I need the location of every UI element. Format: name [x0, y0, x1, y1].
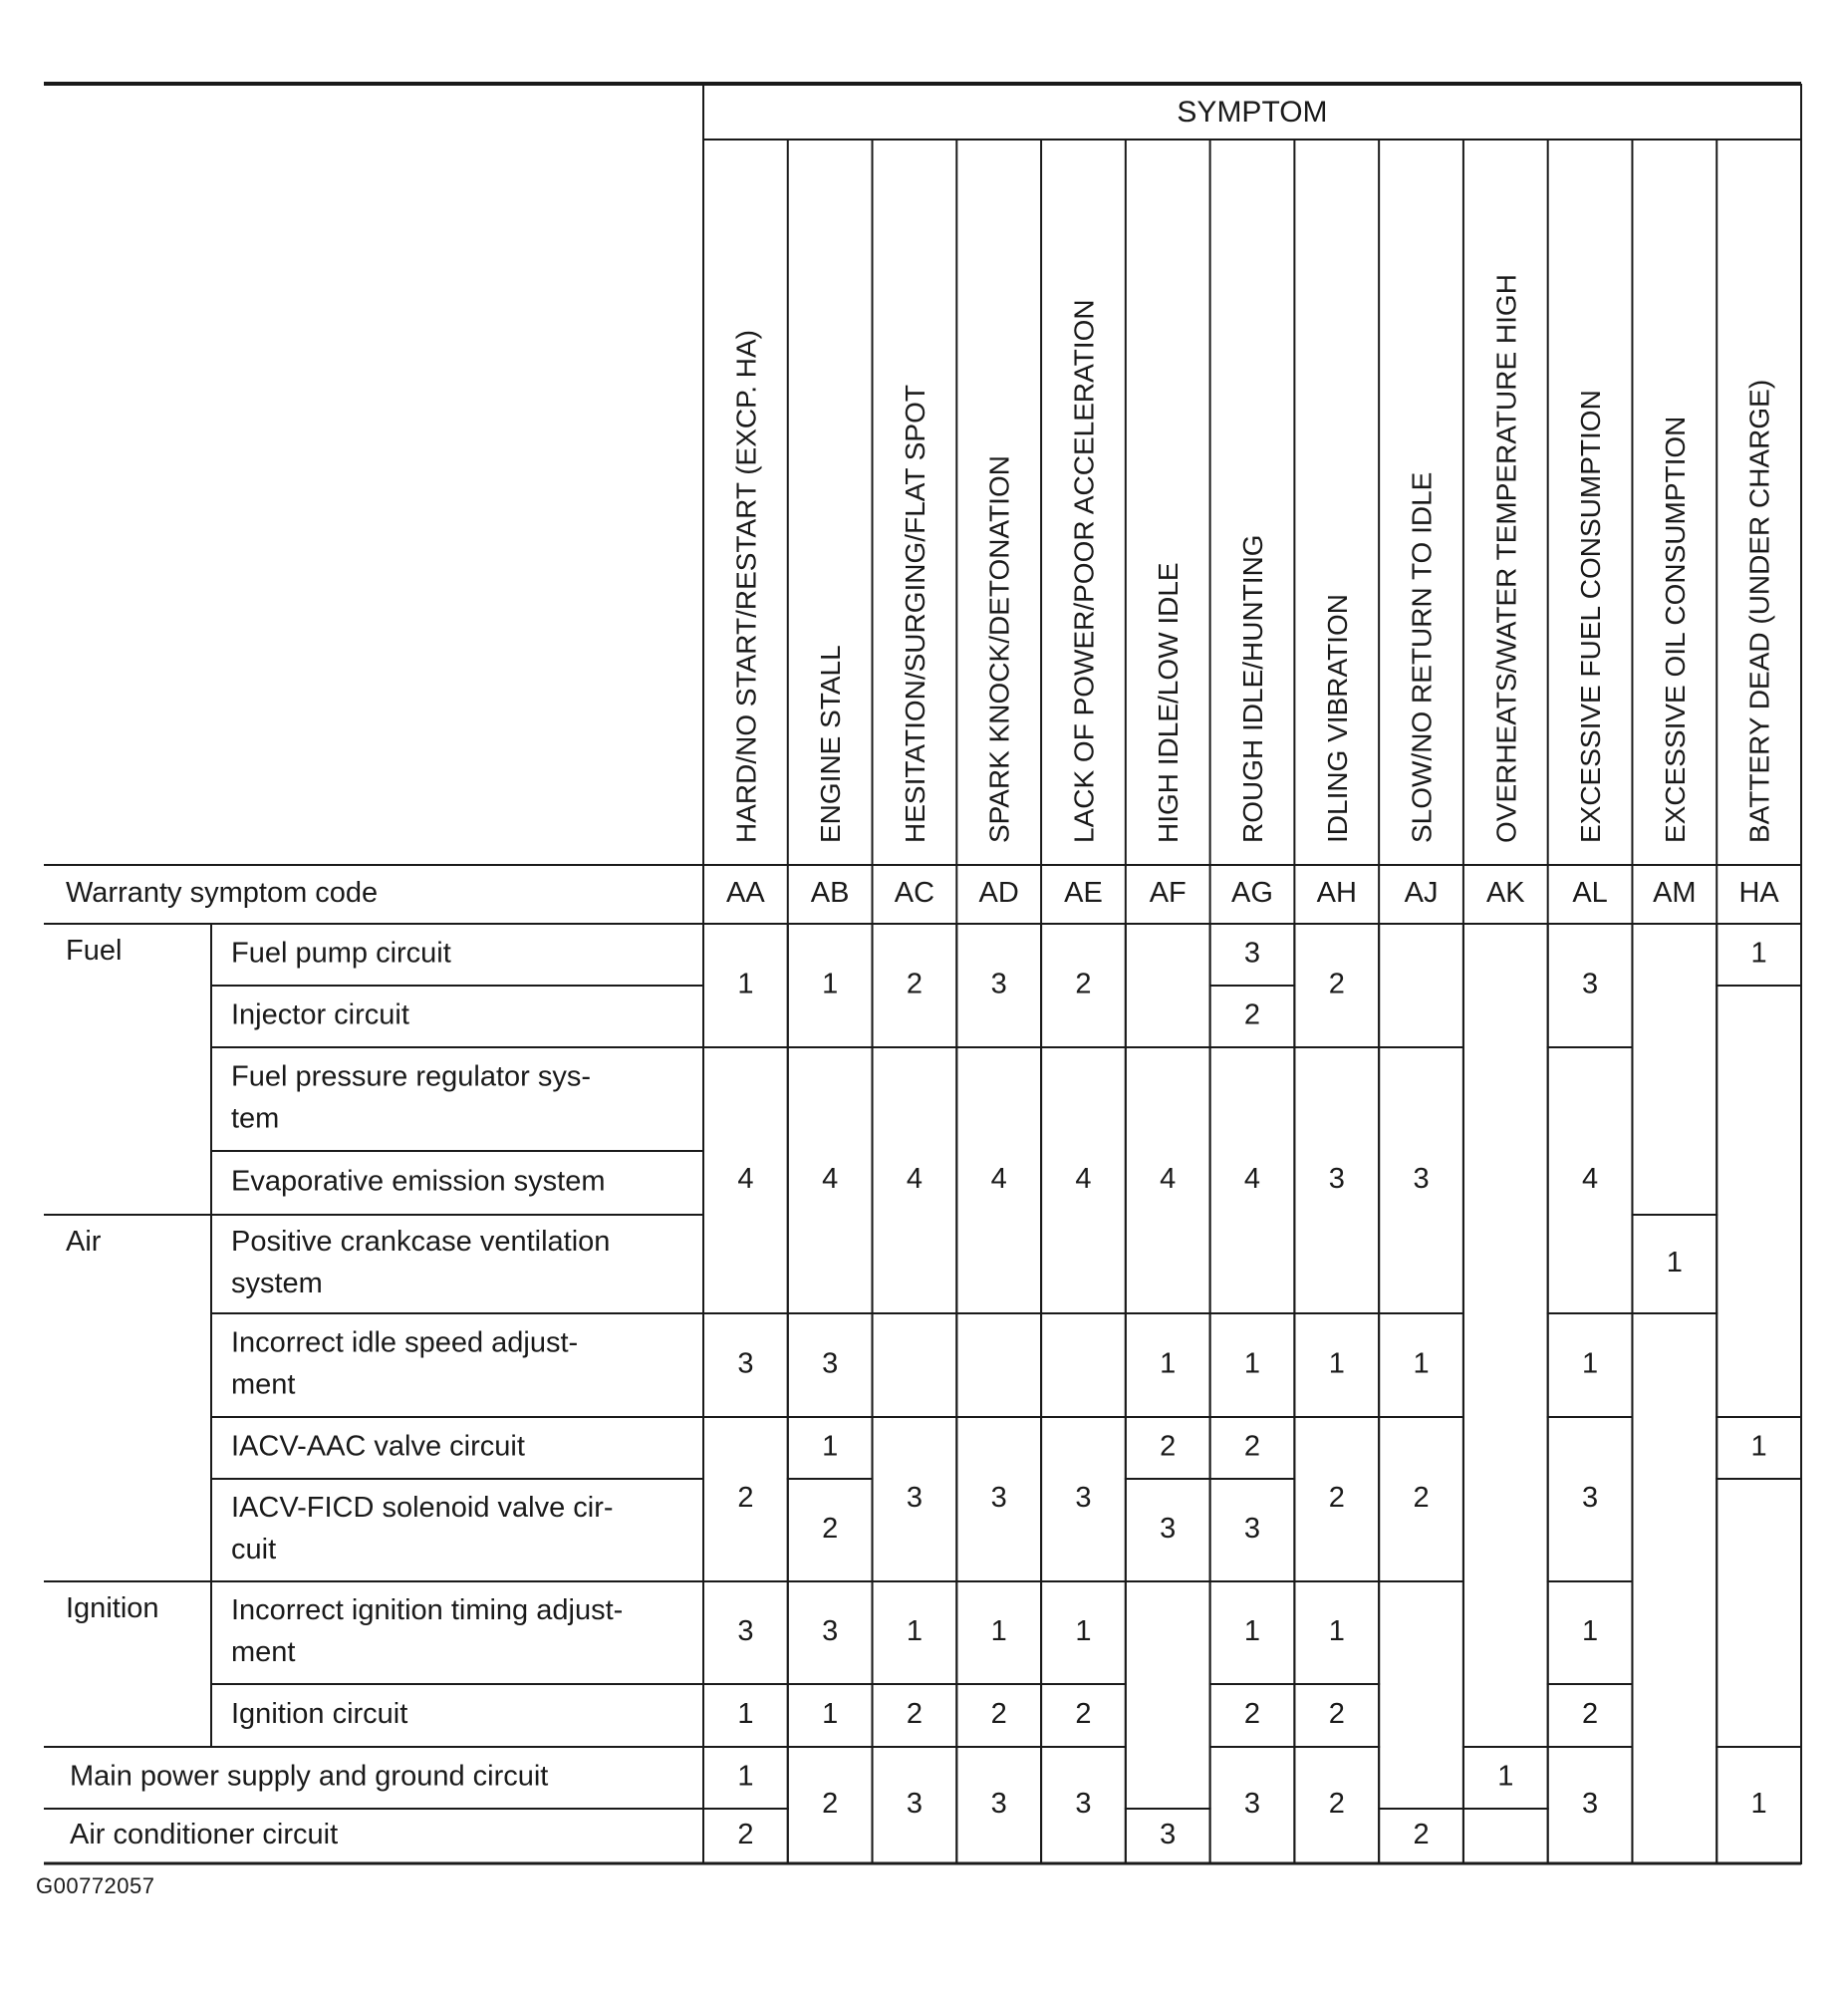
cell-value: 3 [990, 968, 1007, 1000]
cell-value: 1 [1243, 1347, 1261, 1380]
symptom-code-aa: AA [726, 877, 765, 910]
cell-value: 3 [737, 1615, 754, 1648]
cell-value: 1 [1750, 1788, 1767, 1821]
row-label-3: Evaporative emission system [231, 1165, 606, 1198]
cell-value: 3 [990, 1482, 1007, 1515]
cell-value: 2 [990, 1698, 1007, 1731]
cell-value: 1 [1582, 1347, 1599, 1380]
symptom-label-ha: BATTERY DEAD (UNDER CHARGE) [1743, 379, 1775, 843]
cell-value: 1 [1328, 1615, 1345, 1648]
row-label-7: cuit [231, 1534, 277, 1566]
matrix-cell [1126, 924, 1210, 1047]
cell-value: 2 [1328, 968, 1345, 1000]
row-label-4: Positive crankcase ventilation [231, 1226, 611, 1259]
symptom-label-aa: HARD/NO START/RESTART (EXCP. HA) [730, 330, 762, 843]
cell-value: 2 [1413, 1819, 1430, 1851]
cell-value: 2 [1243, 1698, 1261, 1731]
cell-value: 1 [1750, 937, 1767, 970]
cell-value: 3 [737, 1347, 754, 1380]
symptom-label-am: EXCESSIVE OIL CONSUMPTION [1659, 416, 1691, 843]
cell-value: 3 [1582, 1482, 1599, 1515]
cell-value: 2 [1413, 1482, 1430, 1515]
cell-value: 2 [822, 1788, 839, 1821]
cell-value: 2 [1243, 1430, 1261, 1463]
category-ignition: Ignition [66, 1592, 159, 1624]
cell-value: 3 [1413, 1163, 1430, 1196]
matrix-cell [1463, 1809, 1548, 1863]
cell-value: 3 [1582, 968, 1599, 1000]
cell-value: 4 [1075, 1163, 1092, 1196]
cell-value: 4 [1160, 1163, 1177, 1196]
cell-value: 4 [1582, 1163, 1599, 1196]
cell-value: 2 [1075, 1698, 1092, 1731]
symptom-code-al: AL [1572, 877, 1608, 910]
cell-value: 1 [1243, 1615, 1261, 1648]
cell-value: 1 [1160, 1347, 1177, 1380]
cell-value: 4 [990, 1163, 1007, 1196]
cell-value: 2 [1582, 1698, 1599, 1731]
cell-value: 1 [990, 1615, 1007, 1648]
matrix-cell [1379, 1581, 1463, 1809]
cell-value: 3 [1075, 1788, 1092, 1821]
cell-value: 4 [1243, 1163, 1261, 1196]
matrix-cell [1041, 1313, 1126, 1417]
cell-value: 1 [906, 1615, 923, 1648]
cell-value: 2 [822, 1513, 839, 1546]
symptom-label-ad: SPARK KNOCK/DETONATION [983, 455, 1015, 843]
matrix-cell [1463, 924, 1548, 1747]
matrix-cell [1632, 1313, 1716, 1863]
matrix-cell [873, 1313, 957, 1417]
row-label-2: tem [231, 1102, 280, 1135]
cell-value: 4 [822, 1163, 839, 1196]
cell-value: 2 [1328, 1482, 1345, 1515]
symptom-code-ae: AE [1064, 877, 1103, 910]
symptom-code-aj: AJ [1404, 877, 1439, 910]
symptom-label-ak: OVERHEATS/WATER TEMPERATURE HIGH [1490, 274, 1522, 843]
symptom-code-ah: AH [1316, 877, 1357, 910]
symptom-label-af: HIGH IDLE/LOW IDLE [1153, 562, 1185, 843]
cell-value: 1 [1497, 1760, 1514, 1793]
symptom-label-aj: SLOW/NO RETURN TO IDLE [1406, 471, 1438, 843]
cell-value: 1 [822, 968, 839, 1000]
symptom-code-ak: AK [1485, 877, 1525, 910]
symptom-heading: SYMPTOM [1177, 95, 1328, 129]
cell-value: 1 [1075, 1615, 1092, 1648]
cell-value: 4 [906, 1163, 923, 1196]
row-label-1: Injector circuit [231, 998, 409, 1031]
symptom-label-ae: LACK OF POWER/POOR ACCELERATION [1068, 299, 1100, 843]
symptom-label-ab: ENGINE STALL [815, 645, 847, 843]
cell-value: 3 [990, 1788, 1007, 1821]
row-label-0: Fuel pump circuit [231, 937, 451, 970]
cell-value: 2 [1075, 968, 1092, 1000]
category-fuel: Fuel [66, 935, 123, 967]
figure-code: G00772057 [36, 1873, 155, 1898]
cell-value: 3 [1160, 1513, 1177, 1546]
row-label-8: Incorrect ignition timing adjust- [231, 1594, 624, 1627]
cell-value: 3 [822, 1615, 839, 1648]
symptom-code-ab: AB [810, 877, 850, 910]
cell-value: 1 [737, 1760, 754, 1793]
matrix-cell [956, 1313, 1041, 1417]
cell-value: 3 [1243, 1788, 1261, 1821]
cell-value: 2 [737, 1819, 754, 1851]
cell-value: 1 [822, 1698, 839, 1731]
symptom-code-ac: AC [894, 877, 935, 910]
symptom-label-ac: HESITATION/SURGING/FLAT SPOT [899, 385, 930, 843]
row-label-2: Fuel pressure regulator sys- [231, 1060, 592, 1093]
symptom-code-am: AM [1653, 877, 1697, 910]
matrix-cell [1632, 924, 1716, 1215]
row-label-6: IACV-AAC valve circuit [231, 1430, 525, 1463]
cell-value: 2 [1328, 1698, 1345, 1731]
cell-value: 3 [1075, 1482, 1092, 1515]
cell-value: 2 [906, 1698, 923, 1731]
cell-value: 3 [1328, 1163, 1345, 1196]
cell-value: 3 [1243, 937, 1261, 970]
row-label-8: ment [231, 1636, 296, 1669]
symptom-label-al: EXCESSIVE FUEL CONSUMPTION [1575, 390, 1607, 843]
symptom-code-ad: AD [978, 877, 1019, 910]
cell-value: 2 [906, 968, 923, 1000]
cell-value: 1 [737, 968, 754, 1000]
symptom-label-ag: ROUGH IDLE/HUNTING [1237, 534, 1268, 843]
row-label-4: system [231, 1268, 323, 1300]
cell-value: 1 [1750, 1430, 1767, 1463]
cell-value: 3 [1582, 1788, 1599, 1821]
symptom-label-ah: IDLING VIBRATION [1321, 594, 1353, 843]
row-label-5: Incorrect idle speed adjust- [231, 1326, 579, 1359]
row-label-7: IACV-FICD solenoid valve cir- [231, 1492, 614, 1525]
cell-value: 2 [1243, 998, 1261, 1031]
matrix-cell [1126, 1581, 1210, 1809]
symptom-code-ha: HA [1738, 877, 1779, 910]
cell-value: 1 [1666, 1247, 1683, 1279]
row-label-11: Air conditioner circuit [70, 1819, 339, 1851]
cell-value: 1 [822, 1430, 839, 1463]
row-label-10: Main power supply and ground circuit [70, 1760, 549, 1793]
matrix-cell [1716, 986, 1801, 1417]
cell-value: 2 [1160, 1430, 1177, 1463]
symptom-code-af: AF [1149, 877, 1187, 910]
cell-value: 3 [906, 1482, 923, 1515]
cell-value: 3 [1243, 1513, 1261, 1546]
cell-value: 4 [737, 1163, 754, 1196]
cell-value: 1 [1328, 1347, 1345, 1380]
matrix-cell [1716, 1479, 1801, 1747]
warranty-code-label: Warranty symptom code [66, 877, 379, 910]
cell-value: 2 [737, 1482, 754, 1515]
cell-value: 1 [1413, 1347, 1430, 1380]
cell-value: 3 [822, 1347, 839, 1380]
matrix-cell [1379, 924, 1463, 1047]
category-air: Air [66, 1226, 102, 1258]
cell-value: 1 [737, 1698, 754, 1731]
cell-value: 3 [1160, 1819, 1177, 1851]
cell-value: 2 [1328, 1788, 1345, 1821]
cell-value: 1 [1582, 1615, 1599, 1648]
symptom-code-ag: AG [1231, 877, 1273, 910]
row-label-5: ment [231, 1368, 296, 1401]
cell-value: 3 [906, 1788, 923, 1821]
row-label-9: Ignition circuit [231, 1698, 408, 1731]
